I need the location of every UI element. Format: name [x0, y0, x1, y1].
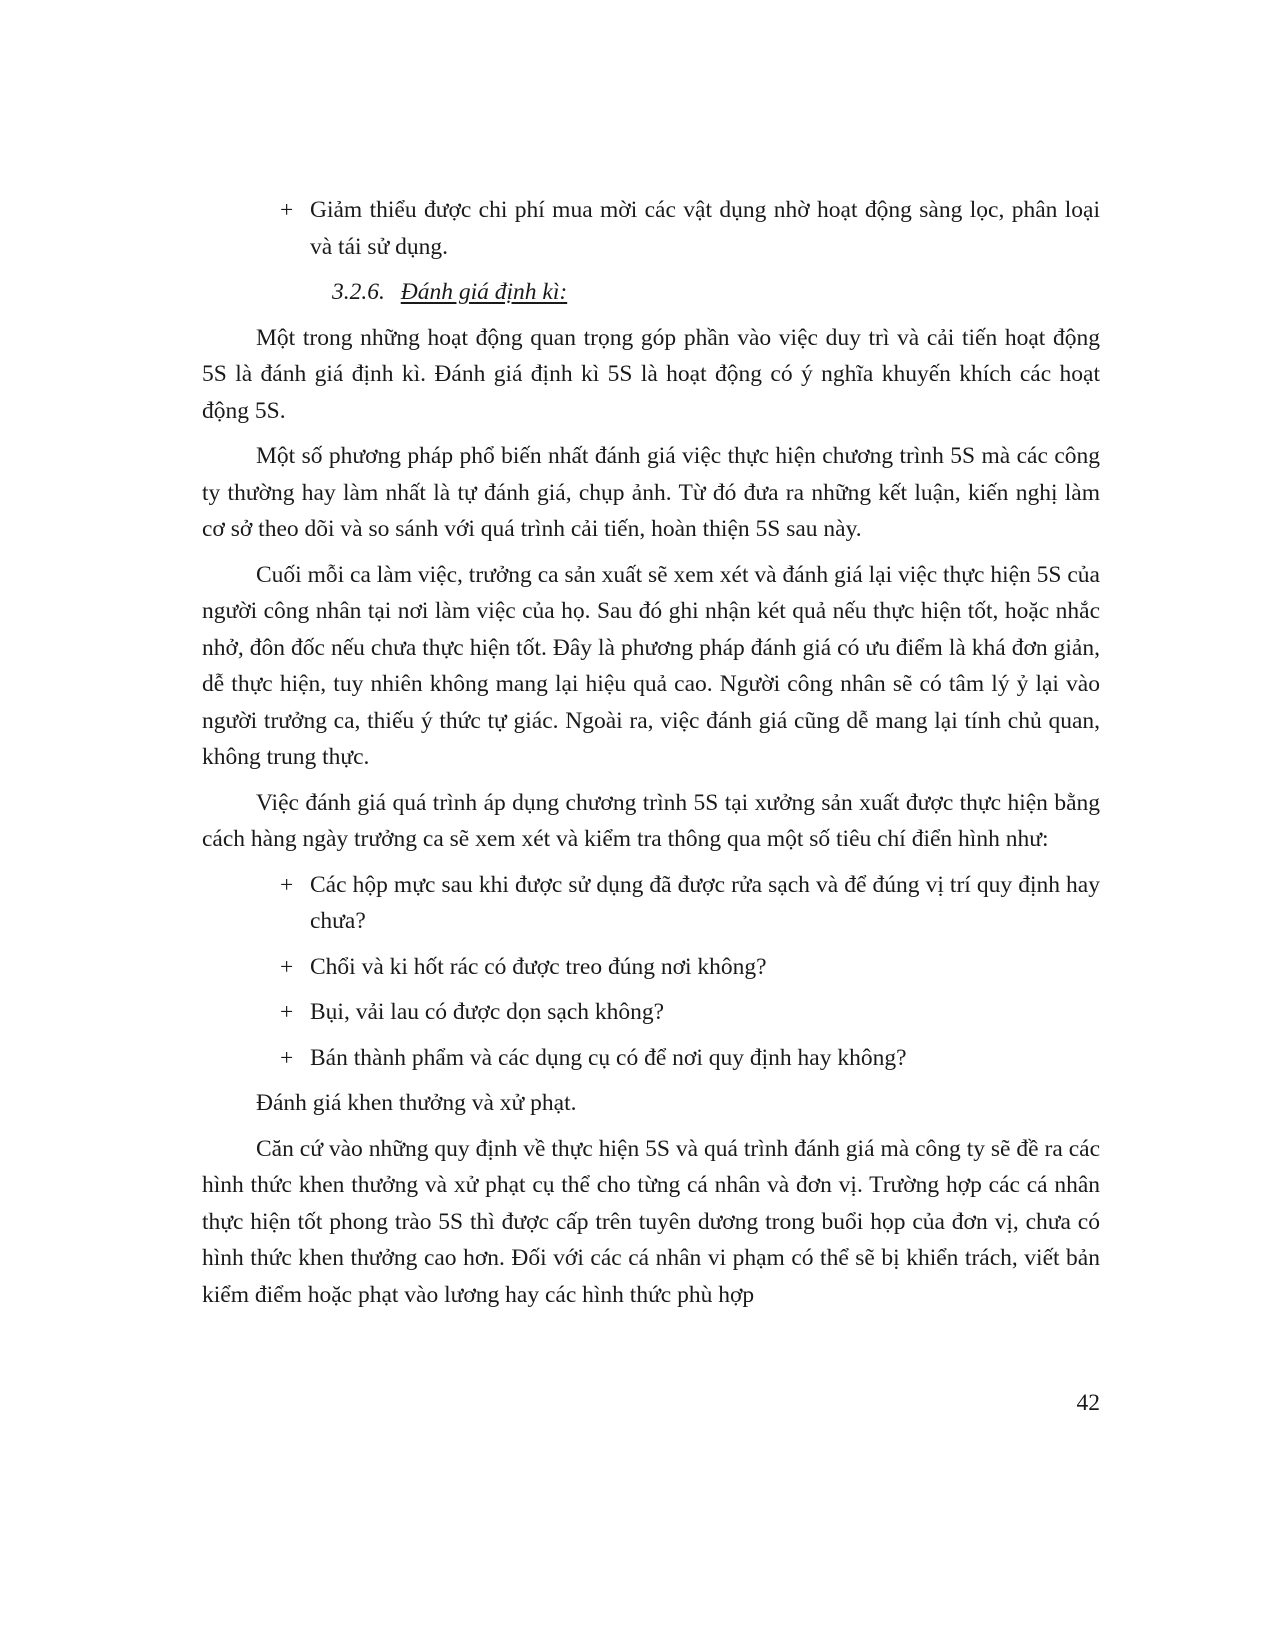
section-title: Đánh giá định kì:	[400, 279, 568, 305]
section-heading	[332, 274, 1100, 311]
document-body	[202, 192, 1100, 1313]
section-number: 3.2.6.	[332, 279, 385, 305]
paragraph: Cuối mỗi ca làm việc, trưởng ca sản xuất sẽ xem xét và đánh giá lại việc thực hiện 5S của người công nhân tại nơi làm việc của họ. Sau đó ghi nhận két quả nếu thực hiện tốt, hoặc nhắc nhở, đôn đốc nếu chưa thực hiện tốt. Đây là phương pháp đánh giá có ưu điểm là khá đơn giản, dễ thực hiện, tuy nhiên không mang lại hiệu quả cao. Người công nhân sẽ có tâm lý ỷ lại vào người trưởng ca, thiếu ý thức tự giác. Ngoài ra, việc đánh giá cũng dễ mang lại tính chủ quan, không trung thực.	[202, 561, 1100, 770]
paragraph: Một số phương pháp phổ biến nhất đánh giá việc thực hiện chương trình 5S mà các công ty thường hay làm nhất là tự đánh giá, chụp ảnh. Từ đó đưa ra những kết luận, kiến nghị làm cơ sở theo dõi và so sánh với quá trình cải tiến, hoàn thiện 5S sau này.	[202, 443, 1100, 542]
bullet-item	[280, 994, 1100, 1031]
bullet-text: Giảm thiểu được chi phí mua mời các vật dụng nhờ hoạt động sàng lọc, phân loại và tái sử dụng.	[310, 197, 1100, 260]
paragraph: Việc đánh giá quá trình áp dụng chương trình 5S tại xưởng sản xuất được thực hiện bằng cách hàng ngày trưởng ca sẽ xem xét và kiểm tra thông qua một số tiêu chí điển hình như:	[202, 789, 1100, 852]
bullet-text: Bán thành phẩm và các dụng cụ có để nơi quy định hay không?	[310, 1044, 907, 1071]
bullet-item	[280, 949, 1100, 986]
subheading: Đánh giá khen thưởng và xử phạt.	[256, 1090, 577, 1116]
bullet-marker: +	[280, 197, 294, 223]
bullet-item	[280, 192, 1100, 265]
bullet-text: Các hộp mực sau khi được sử dụng đã được rửa sạch và để đúng vị trí quy định hay chưa?	[310, 871, 1100, 934]
paragraph: Căn cứ vào những quy định về thực hiện 5S và quá trình đánh giá mà công ty sẽ đề ra các hình thức khen thưởng và xử phạt cụ thể cho từng cá nhân và đơn vị. Trường hợp các cá nhân thực hiện tốt phong trào 5S thì được cấp trên tuyên dương trong buổi họp của đơn vị, chưa có hình thức khen thưởng cao hơn. Đối với các cá nhân vi phạm có thể sẽ bị khiển trách, viết bản kiểm điểm hoặc phạt vào lương hay các hình thức phù hợp	[202, 1135, 1100, 1308]
page-number: 42	[1076, 1390, 1100, 1416]
paragraph: Một trong những hoạt động quan trọng góp phần vào việc duy trì và cải tiến hoạt động 5S là đánh giá định kì. Đánh giá định kì 5S là hoạt động có ý nghĩa khuyến khích các hoạt động 5S.	[202, 324, 1100, 424]
bullet-marker: +	[280, 1044, 294, 1071]
bullet-marker: +	[280, 953, 294, 980]
bullet-text: Bụi, vải lau có được dọn sạch không?	[310, 999, 665, 1025]
bullet-marker: +	[280, 871, 294, 898]
bullet-text: Chổi và ki hốt rác có được treo đúng nơi không?	[310, 953, 767, 980]
bullet-marker: +	[280, 999, 294, 1025]
bullet-item	[280, 867, 1100, 940]
bullet-item	[280, 1040, 1100, 1077]
